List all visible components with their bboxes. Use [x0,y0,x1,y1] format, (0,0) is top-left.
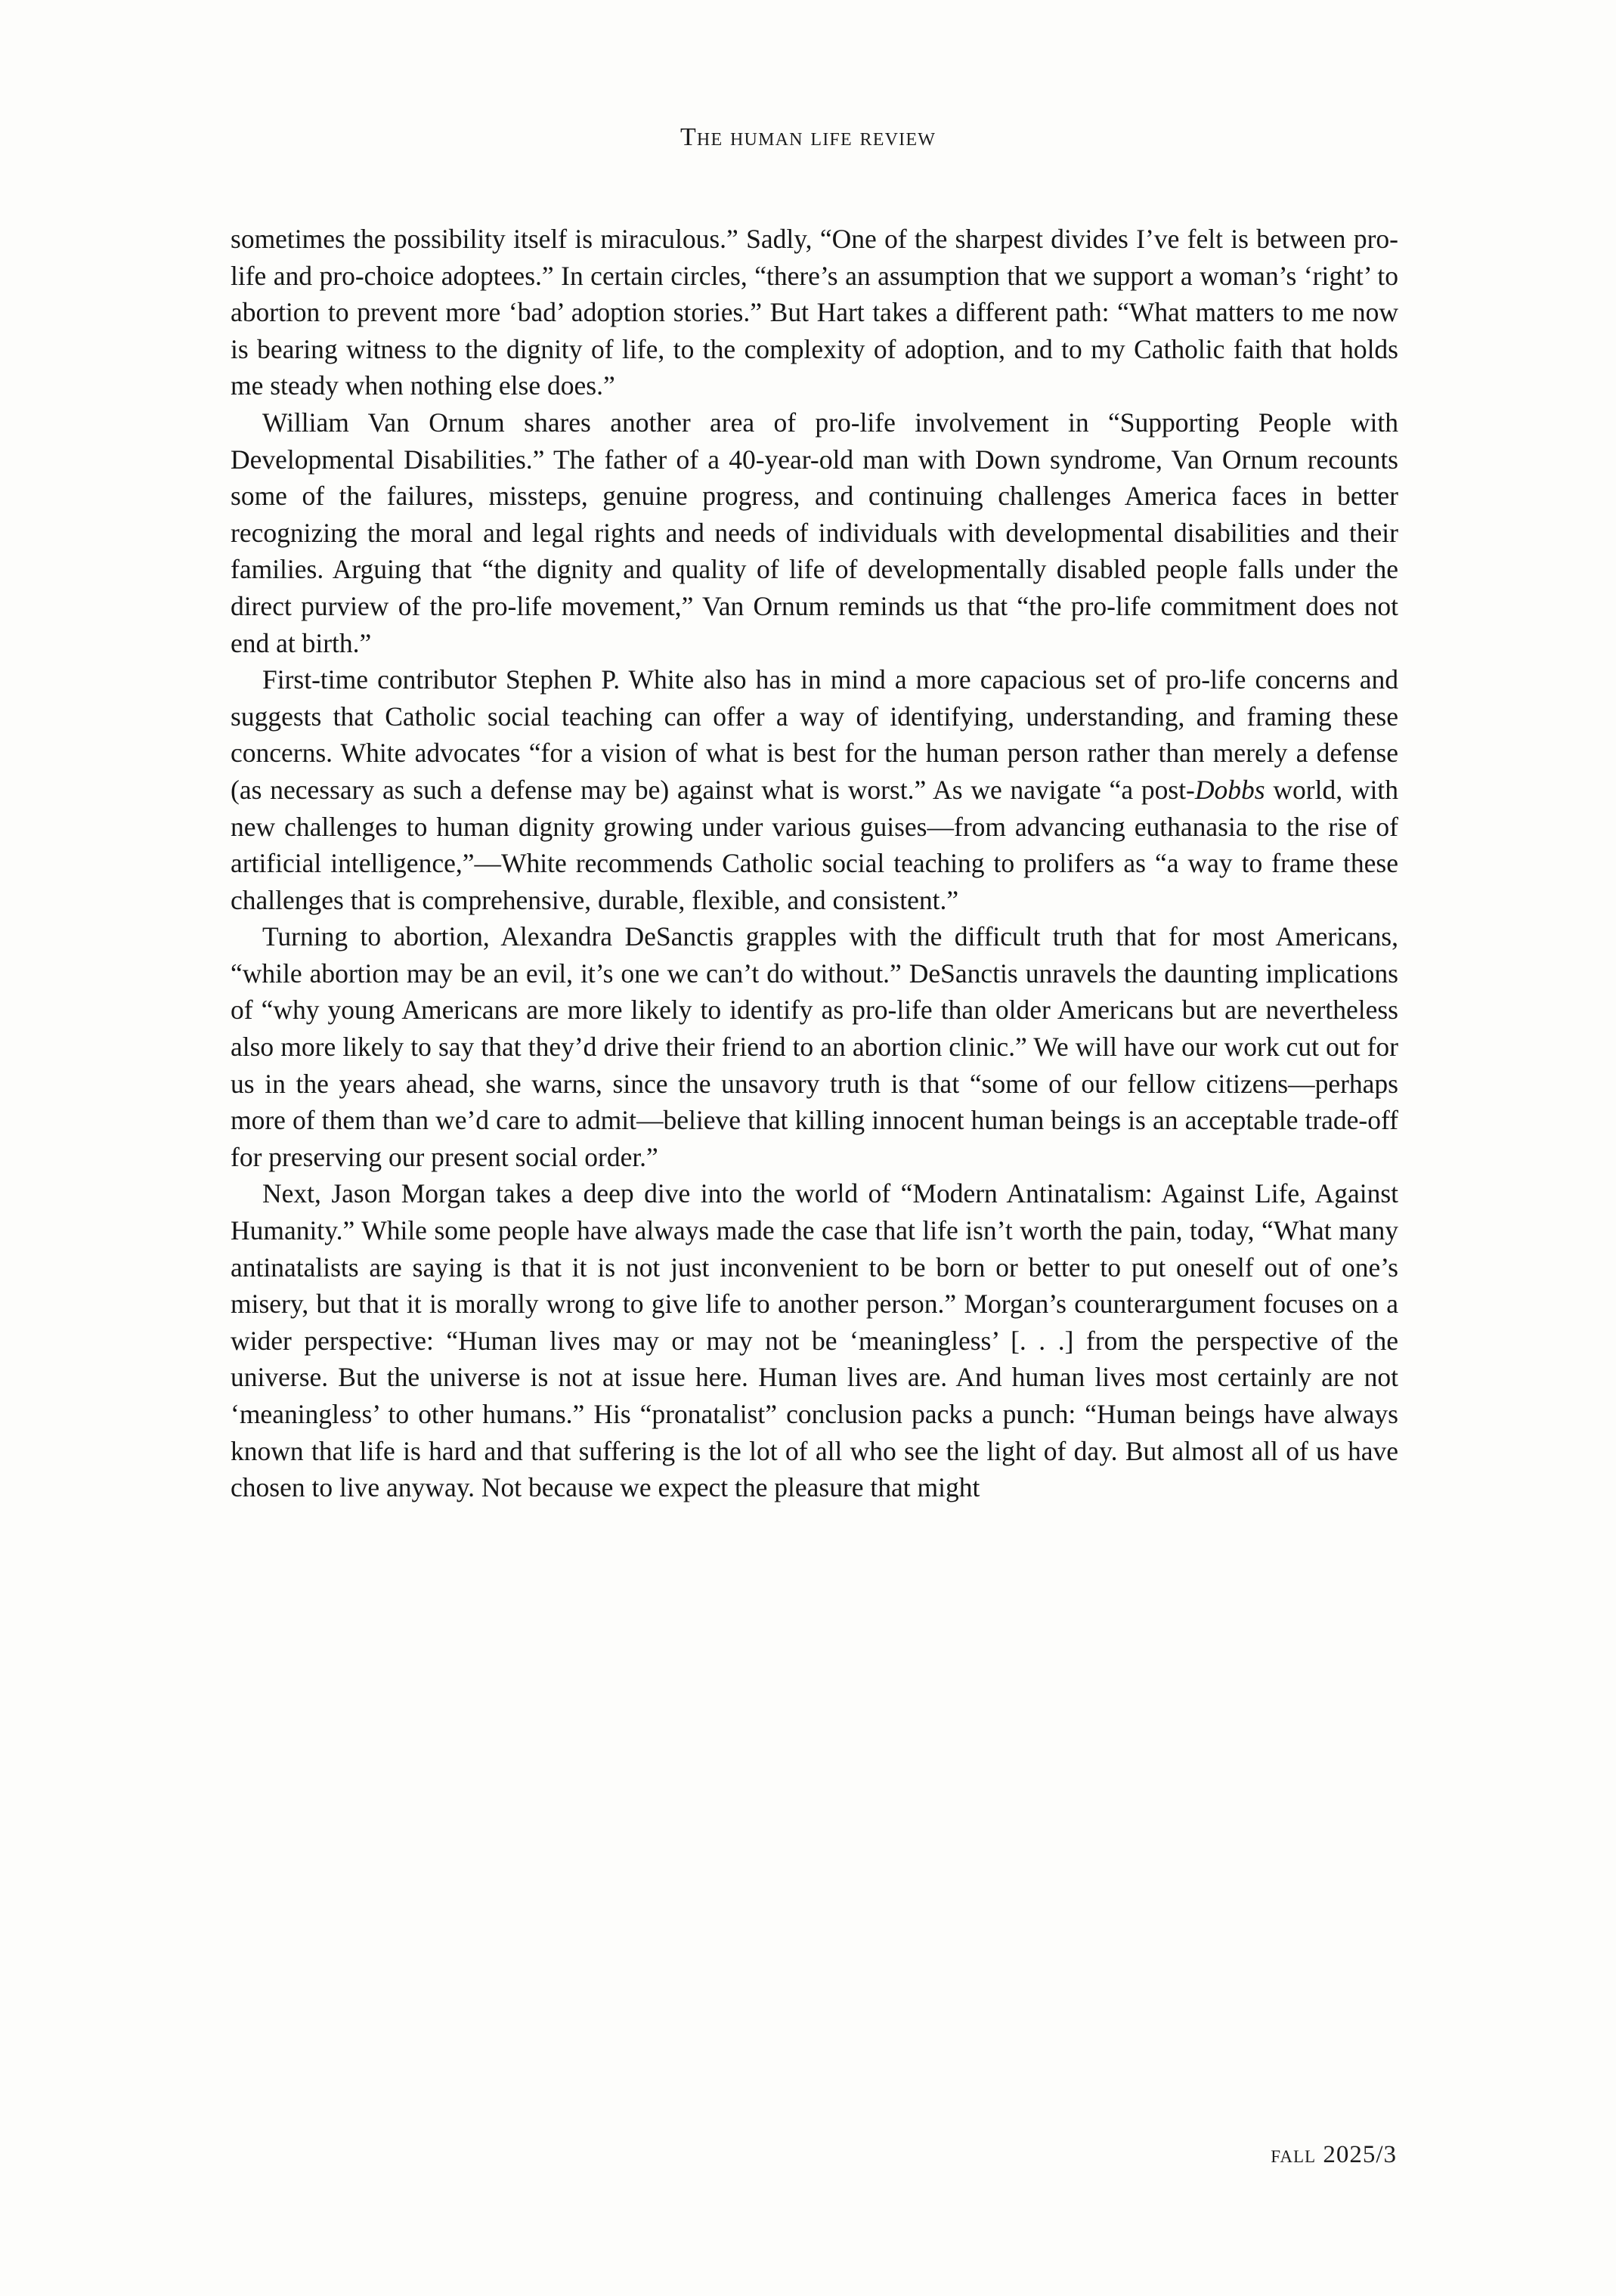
paragraph-desanctis: Turning to abortion, Alexandra DeSanctis grapples with the difficult truth that for most Americans, “while abortion may be an evil, it’s one we can’t do without.” DeSanctis unravels the daunting implications of “why young Americans are more likely to identify as pro-life than older Americans but are nevertheless also more likely to say that they’d drive their friend to an abortion clinic.” We will have our work cut out for us in the years ahead, she warns, since the unsavory truth is that “some of our fellow citizens—perhaps more of them than we’d care to admit—believe that killing innocent human beings is an acceptable trade-off for preserving our present social order.” [231,921,1398,1172]
paragraph-morgan: Next, Jason Morgan takes a deep dive into the world of “Modern Antinatalism: Against Life, Against Humanity.” While some people have always made the case that life isn’t worth the pain, today, “What many antinatalists are saying is that it is not just inconvenient to be born or better to put oneself out of one’s misery, but that it is morally wrong to give life to another person.” Morgan’s counterargument focuses on a wider perspective: “Human lives may or may not be ‘meaningless’ [. . .] from the perspective of the universe. But the universe is not at issue here. Human lives are. And human lives most certainly are not ‘meaningless’ to other humans.” His “pronatalist” conclusion packs a punch: “Human beings have always known that life is hard and that suffering is the lot of all who see the light of day. But almost all of us have chosen to live anyway. Not because we expect the pleasure that might [231,1178,1398,1503]
body-text-column [231,221,1398,1506]
white-text-after-dobbs: world, with new challenges to human dignity growing under various guises—from advancing euthanasia to the rise of artificial intelligence,”—White recommends Catholic social teaching to prolifers as “a way to frame these challenges that is comprehensive, durable, flexible, and consistent.” [231,774,1399,915]
running-head: The human life review [680,123,936,151]
page-folio [1271,2141,1397,2169]
white-text-before-dobbs: First-time contributor Stephen P. White also has in mind a more capacious set of pro-life concerns and suggests that Catholic social teaching can offer a way of identifying, understanding, and framing these concerns. White advocates “for a vision of what is best for the human person rather than merely a defense (as necessary as such a defense may be) against what is worst.” As we navigate “a post- [231,664,1398,805]
paragraph-white [231,661,1398,918]
paragraph-van-ornum: William Van Ornum shares another area of pro-life involvement in “Supporting People with Developmental Disabilities.” The father of a 40-year-old man with Down syndrome, Van Ornum recounts some of the failures, missteps, genuine progress, and continuing challenges America faces in better recognizing the moral and legal rights and needs of individuals with developmental disabilities and their families. Arguing that “the dignity and quality of life of developmentally disabled people falls under the direct purview of the pro-life movement,” Van Ornum reminds us that “the pro-life commitment does not end at birth.” [231,407,1398,658]
paragraph-hart-continued: sometimes the possibility itself is miraculous.” Sadly, “One of the sharpest divides I’ve felt is between pro-life and pro-choice adoptees.” In certain circles, “there’s an assumption that we support a woman’s ‘right’ to abortion to prevent more ‘bad’ adoption stories.” But Hart takes a different path: “What matters to me now is bearing witness to the dignity of life, to the complexity of adoption, and to my Catholic faith that holds me steady when nothing else does.” [231,224,1398,401]
folio-text: fall 2025/3 [1271,2141,1397,2168]
italic-case-name-dobbs: Dobbs [1194,774,1265,805]
